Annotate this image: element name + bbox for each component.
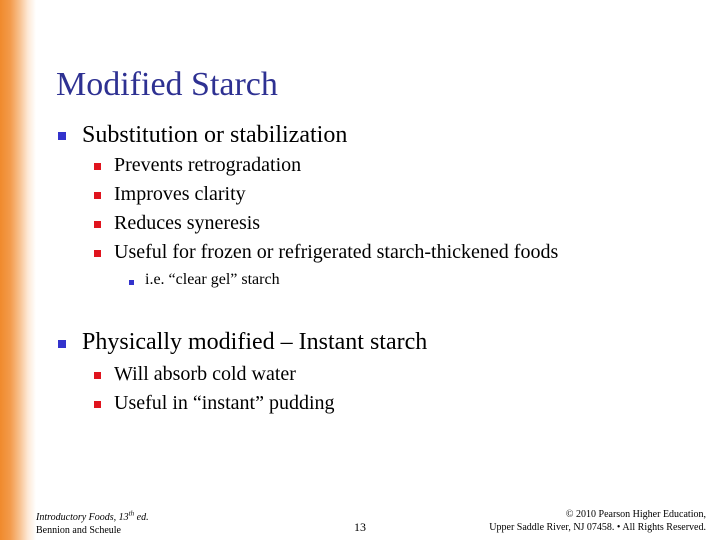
edition-superscript: th (128, 510, 135, 518)
slide-title: Modified Starch (56, 66, 278, 103)
bullet-square-icon (58, 340, 66, 348)
bullet-square-icon (94, 401, 101, 408)
bullet-square-icon (94, 163, 101, 170)
bullet-square-icon (58, 132, 66, 140)
sub-bullet-item: Useful for frozen or refrigerated starch-thickened foods (114, 241, 559, 263)
footer-copyright (489, 508, 706, 534)
copyright-line-2: Upper Saddle River, NJ 07458. • All Rights Reserved. (489, 522, 706, 533)
bullet-square-icon (129, 280, 134, 285)
footer-citation (36, 508, 149, 537)
bullet-square-icon (94, 372, 101, 379)
bullet-square-icon (94, 221, 101, 228)
bullet-item: Physically modified – Instant starch (82, 329, 428, 355)
sub-bullet-item: Improves clarity (114, 183, 246, 205)
copyright-line-1: © 2010 Pearson Higher Education, (565, 509, 706, 520)
authors: Bennion and Scheule (36, 525, 121, 537)
edition-label: ed. (134, 512, 149, 524)
sub-bullet-item: Reduces syneresis (114, 212, 261, 234)
sub-sub-bullet-item: i.e. “clear gel” starch (145, 271, 280, 288)
bullet-item: Substitution or stabilization (82, 122, 348, 148)
bullet-square-icon (94, 192, 101, 199)
book-title: Introductory Foods, 13 (36, 512, 129, 524)
sub-bullet-item: Will absorb cold water (114, 363, 296, 385)
sub-bullet-item: Useful in “instant” pudding (114, 392, 335, 414)
bullet-square-icon (94, 250, 101, 257)
page-number: 13 (354, 520, 366, 534)
sub-bullet-item: Prevents retrogradation (114, 154, 302, 176)
orange-side-bar (0, 0, 36, 540)
